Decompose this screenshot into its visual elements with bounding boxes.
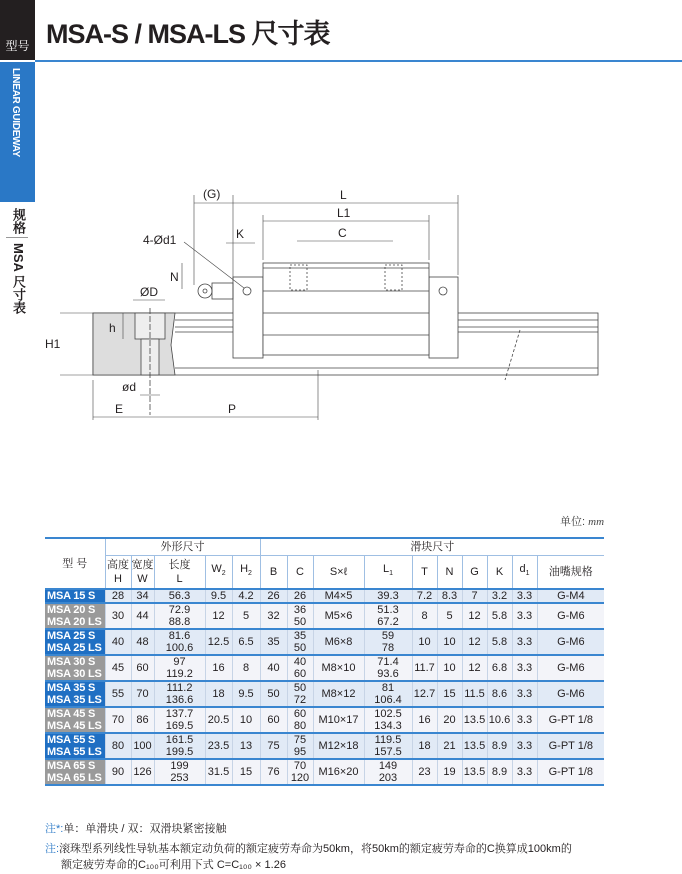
column-header: 宽度 W [131, 555, 154, 589]
cell-c: 26 [287, 589, 313, 603]
cell-n: 10 [437, 629, 462, 655]
cell-h: 45 [105, 655, 131, 681]
cell-oil: G-M6 [537, 629, 604, 655]
section-label: 型号 [5, 39, 30, 53]
cell-d1: 3.3 [512, 603, 537, 629]
cell-g: 13.5 [462, 733, 487, 759]
cell-h2: 9.5 [232, 681, 260, 707]
cell-h2: 13 [232, 733, 260, 759]
model-cell: MSA 20 S MSA 20 LS [45, 603, 105, 629]
column-header: 油嘴规格 [537, 555, 604, 589]
label-d1: 4-Ød1 [143, 233, 177, 247]
cell-h: 80 [105, 733, 131, 759]
cell-k: 10.6 [487, 707, 512, 733]
cell-c: 75 95 [287, 733, 313, 759]
cell-t: 8 [412, 603, 437, 629]
cell-w2: 16 [205, 655, 232, 681]
table-row [45, 759, 604, 785]
cell-l: 81.6 100.6 [154, 629, 205, 655]
cell-h2: 4.2 [232, 589, 260, 603]
column-header: S×ℓ [313, 555, 364, 589]
cell-c: 40 60 [287, 655, 313, 681]
column-header: N [437, 555, 462, 589]
note-1: 注*:单：单滑块 / 双：双滑块紧密接触 [45, 823, 227, 835]
header-block: 滑块尺寸 [260, 538, 604, 555]
cell-s: M5×6 [313, 603, 364, 629]
cell-k: 3.2 [487, 589, 512, 603]
cell-h: 30 [105, 603, 131, 629]
cell-l1: 71.4 93.6 [364, 655, 412, 681]
model-cell: MSA 15 S [45, 589, 105, 603]
cell-c: 35 50 [287, 629, 313, 655]
cell-t: 16 [412, 707, 437, 733]
cell-c: 50 72 [287, 681, 313, 707]
cell-h2: 10 [232, 707, 260, 733]
subcategory: MSA 尺寸表 [11, 243, 26, 315]
cell-w2: 20.5 [205, 707, 232, 733]
cell-t: 10 [412, 629, 437, 655]
cell-oil: G-M6 [537, 681, 604, 707]
cell-oil: G-PT 1/8 [537, 707, 604, 733]
cell-n: 15 [437, 681, 462, 707]
category-cn: 规格 [11, 208, 26, 234]
cell-h2: 8 [232, 655, 260, 681]
cell-s: M16×20 [313, 759, 364, 785]
dimension-drawing [0, 180, 682, 420]
label-c: C [338, 226, 347, 240]
table-row [45, 589, 604, 603]
column-header: 高度 H [105, 555, 131, 589]
cell-l: 161.5 199.5 [154, 733, 205, 759]
cell-w2: 9.5 [205, 589, 232, 603]
label-n: N [170, 270, 179, 284]
unit-label: 单位: mm [560, 516, 605, 528]
cell-b: 26 [260, 589, 287, 603]
column-header: T [412, 555, 437, 589]
column-header: 长度 L [154, 555, 205, 589]
cell-s: M4×5 [313, 589, 364, 603]
cell-n: 8.3 [437, 589, 462, 603]
cell-w2: 18 [205, 681, 232, 707]
cell-h2: 6.5 [232, 629, 260, 655]
cell-k: 5.8 [487, 629, 512, 655]
cell-h2: 5 [232, 603, 260, 629]
table-row [45, 707, 604, 733]
slider-block [198, 263, 458, 358]
note-2: 注:滚珠型系列线性导轨基本额定动负荷的额定疲劳寿命为50km，将50km的额定疲劳寿命的C换算成100km的 [45, 843, 572, 855]
cell-d1: 3.3 [512, 655, 537, 681]
table-row [45, 733, 604, 759]
cell-h: 28 [105, 589, 131, 603]
cell-oil: G-PT 1/8 [537, 759, 604, 785]
cell-l1: 149 203 [364, 759, 412, 785]
column-header: B [260, 555, 287, 589]
cell-d1: 3.3 [512, 707, 537, 733]
cell-oil: G-PT 1/8 [537, 733, 604, 759]
cell-d1: 3.3 [512, 733, 537, 759]
cell-b: 32 [260, 603, 287, 629]
column-header: $W_2$ [205, 555, 232, 589]
cell-k: 6.8 [487, 655, 512, 681]
cell-d1: 3.3 [512, 589, 537, 603]
cell-n: 19 [437, 759, 462, 785]
cell-k: 8.9 [487, 733, 512, 759]
cell-g: 13.5 [462, 759, 487, 785]
column-header: C [287, 555, 313, 589]
cell-b: 50 [260, 681, 287, 707]
table-row [45, 681, 604, 707]
cell-n: 5 [437, 603, 462, 629]
cell-w: 44 [131, 603, 154, 629]
cell-l: 199 253 [154, 759, 205, 785]
cell-g: 11.5 [462, 681, 487, 707]
cell-w2: 23.5 [205, 733, 232, 759]
category-label: LINEAR GUIDEWAY [10, 68, 21, 158]
column-header: $H_2$ [232, 555, 260, 589]
cell-h: 55 [105, 681, 131, 707]
cell-oil: G-M6 [537, 603, 604, 629]
cell-l1: 102.5 134.3 [364, 707, 412, 733]
label-l1: L1 [337, 206, 351, 220]
cell-t: 23 [412, 759, 437, 785]
cell-l1: 81 106.4 [364, 681, 412, 707]
cell-h: 90 [105, 759, 131, 785]
cell-k: 8.6 [487, 681, 512, 707]
cell-s: M12×18 [313, 733, 364, 759]
cell-g: 7 [462, 589, 487, 603]
note-2-cont: 额定疲劳寿命的C₁₀₀可利用下式 C=C₁₀₀ × 1.26 [61, 859, 286, 871]
column-header: G [462, 555, 487, 589]
label-bore-d: ØD [140, 285, 158, 299]
cell-oil: G-M4 [537, 589, 604, 603]
cell-w: 34 [131, 589, 154, 603]
cell-w2: 12.5 [205, 629, 232, 655]
table-row [45, 603, 604, 629]
cell-c: 70 120 [287, 759, 313, 785]
cell-l1: 59 78 [364, 629, 412, 655]
title-rule [35, 60, 682, 62]
cell-g: 12 [462, 655, 487, 681]
cell-c: 36 50 [287, 603, 313, 629]
dimension-table [45, 537, 604, 786]
cell-s: M8×10 [313, 655, 364, 681]
cell-l: 137.7 169.5 [154, 707, 205, 733]
label-l: L [340, 188, 347, 202]
table-row [45, 629, 604, 655]
cell-l1: 119.5 157.5 [364, 733, 412, 759]
label-e: E [115, 402, 124, 416]
header-outer: 外形尺寸 [105, 538, 260, 555]
label-p: P [228, 402, 237, 416]
cell-l: 111.2 136.6 [154, 681, 205, 707]
cell-g: 13.5 [462, 707, 487, 733]
cell-l1: 39.3 [364, 589, 412, 603]
cell-b: 76 [260, 759, 287, 785]
cell-k: 5.8 [487, 603, 512, 629]
column-header: $L_1$ [364, 555, 412, 589]
model-cell: MSA 35 S MSA 35 LS [45, 681, 105, 707]
model-cell: MSA 45 S MSA 45 LS [45, 707, 105, 733]
section-tab [0, 0, 35, 60]
cell-w2: 12 [205, 603, 232, 629]
cell-d1: 3.3 [512, 681, 537, 707]
cell-s: M10×17 [313, 707, 364, 733]
cell-t: 7.2 [412, 589, 437, 603]
cell-w: 100 [131, 733, 154, 759]
cell-n: 21 [437, 733, 462, 759]
cell-c: 60 80 [287, 707, 313, 733]
cell-w: 48 [131, 629, 154, 655]
header-model: 型 号 [45, 538, 105, 589]
cell-w: 86 [131, 707, 154, 733]
cell-b: 60 [260, 707, 287, 733]
cell-w: 70 [131, 681, 154, 707]
column-header: $d_1$ [512, 555, 537, 589]
cell-h: 70 [105, 707, 131, 733]
cell-t: 11.7 [412, 655, 437, 681]
label-g: (G) [203, 187, 221, 201]
cell-l1: 51.3 67.2 [364, 603, 412, 629]
cell-s: M6×8 [313, 629, 364, 655]
cell-t: 12.7 [412, 681, 437, 707]
cell-l: 72.9 88.8 [154, 603, 205, 629]
cell-b: 75 [260, 733, 287, 759]
cell-l: 97 119.2 [154, 655, 205, 681]
cell-h2: 15 [232, 759, 260, 785]
cell-b: 40 [260, 655, 287, 681]
table-row [45, 655, 604, 681]
cell-l: 56.3 [154, 589, 205, 603]
cell-t: 18 [412, 733, 437, 759]
cell-k: 8.9 [487, 759, 512, 785]
model-cell: MSA 65 S MSA 65 LS [45, 759, 105, 785]
cell-g: 12 [462, 629, 487, 655]
label-h1: H1 [45, 337, 61, 351]
cell-d1: 3.3 [512, 759, 537, 785]
cell-n: 10 [437, 655, 462, 681]
label-k: K [236, 227, 245, 241]
cell-b: 35 [260, 629, 287, 655]
cell-oil: G-M6 [537, 655, 604, 681]
model-cell: MSA 25 S MSA 25 LS [45, 629, 105, 655]
page-title: MSA-S / MSA-LS 尺寸表 [46, 19, 330, 49]
cell-s: M8×12 [313, 681, 364, 707]
cell-g: 12 [462, 603, 487, 629]
cell-w2: 31.5 [205, 759, 232, 785]
cell-d1: 3.3 [512, 629, 537, 655]
cell-w: 60 [131, 655, 154, 681]
model-cell: MSA 55 S MSA 55 LS [45, 733, 105, 759]
column-header: K [487, 555, 512, 589]
cell-n: 20 [437, 707, 462, 733]
label-hole-d: ød [122, 380, 137, 394]
cell-w: 126 [131, 759, 154, 785]
cell-h: 40 [105, 629, 131, 655]
label-h: h [109, 321, 116, 335]
model-cell: MSA 30 S MSA 30 LS [45, 655, 105, 681]
